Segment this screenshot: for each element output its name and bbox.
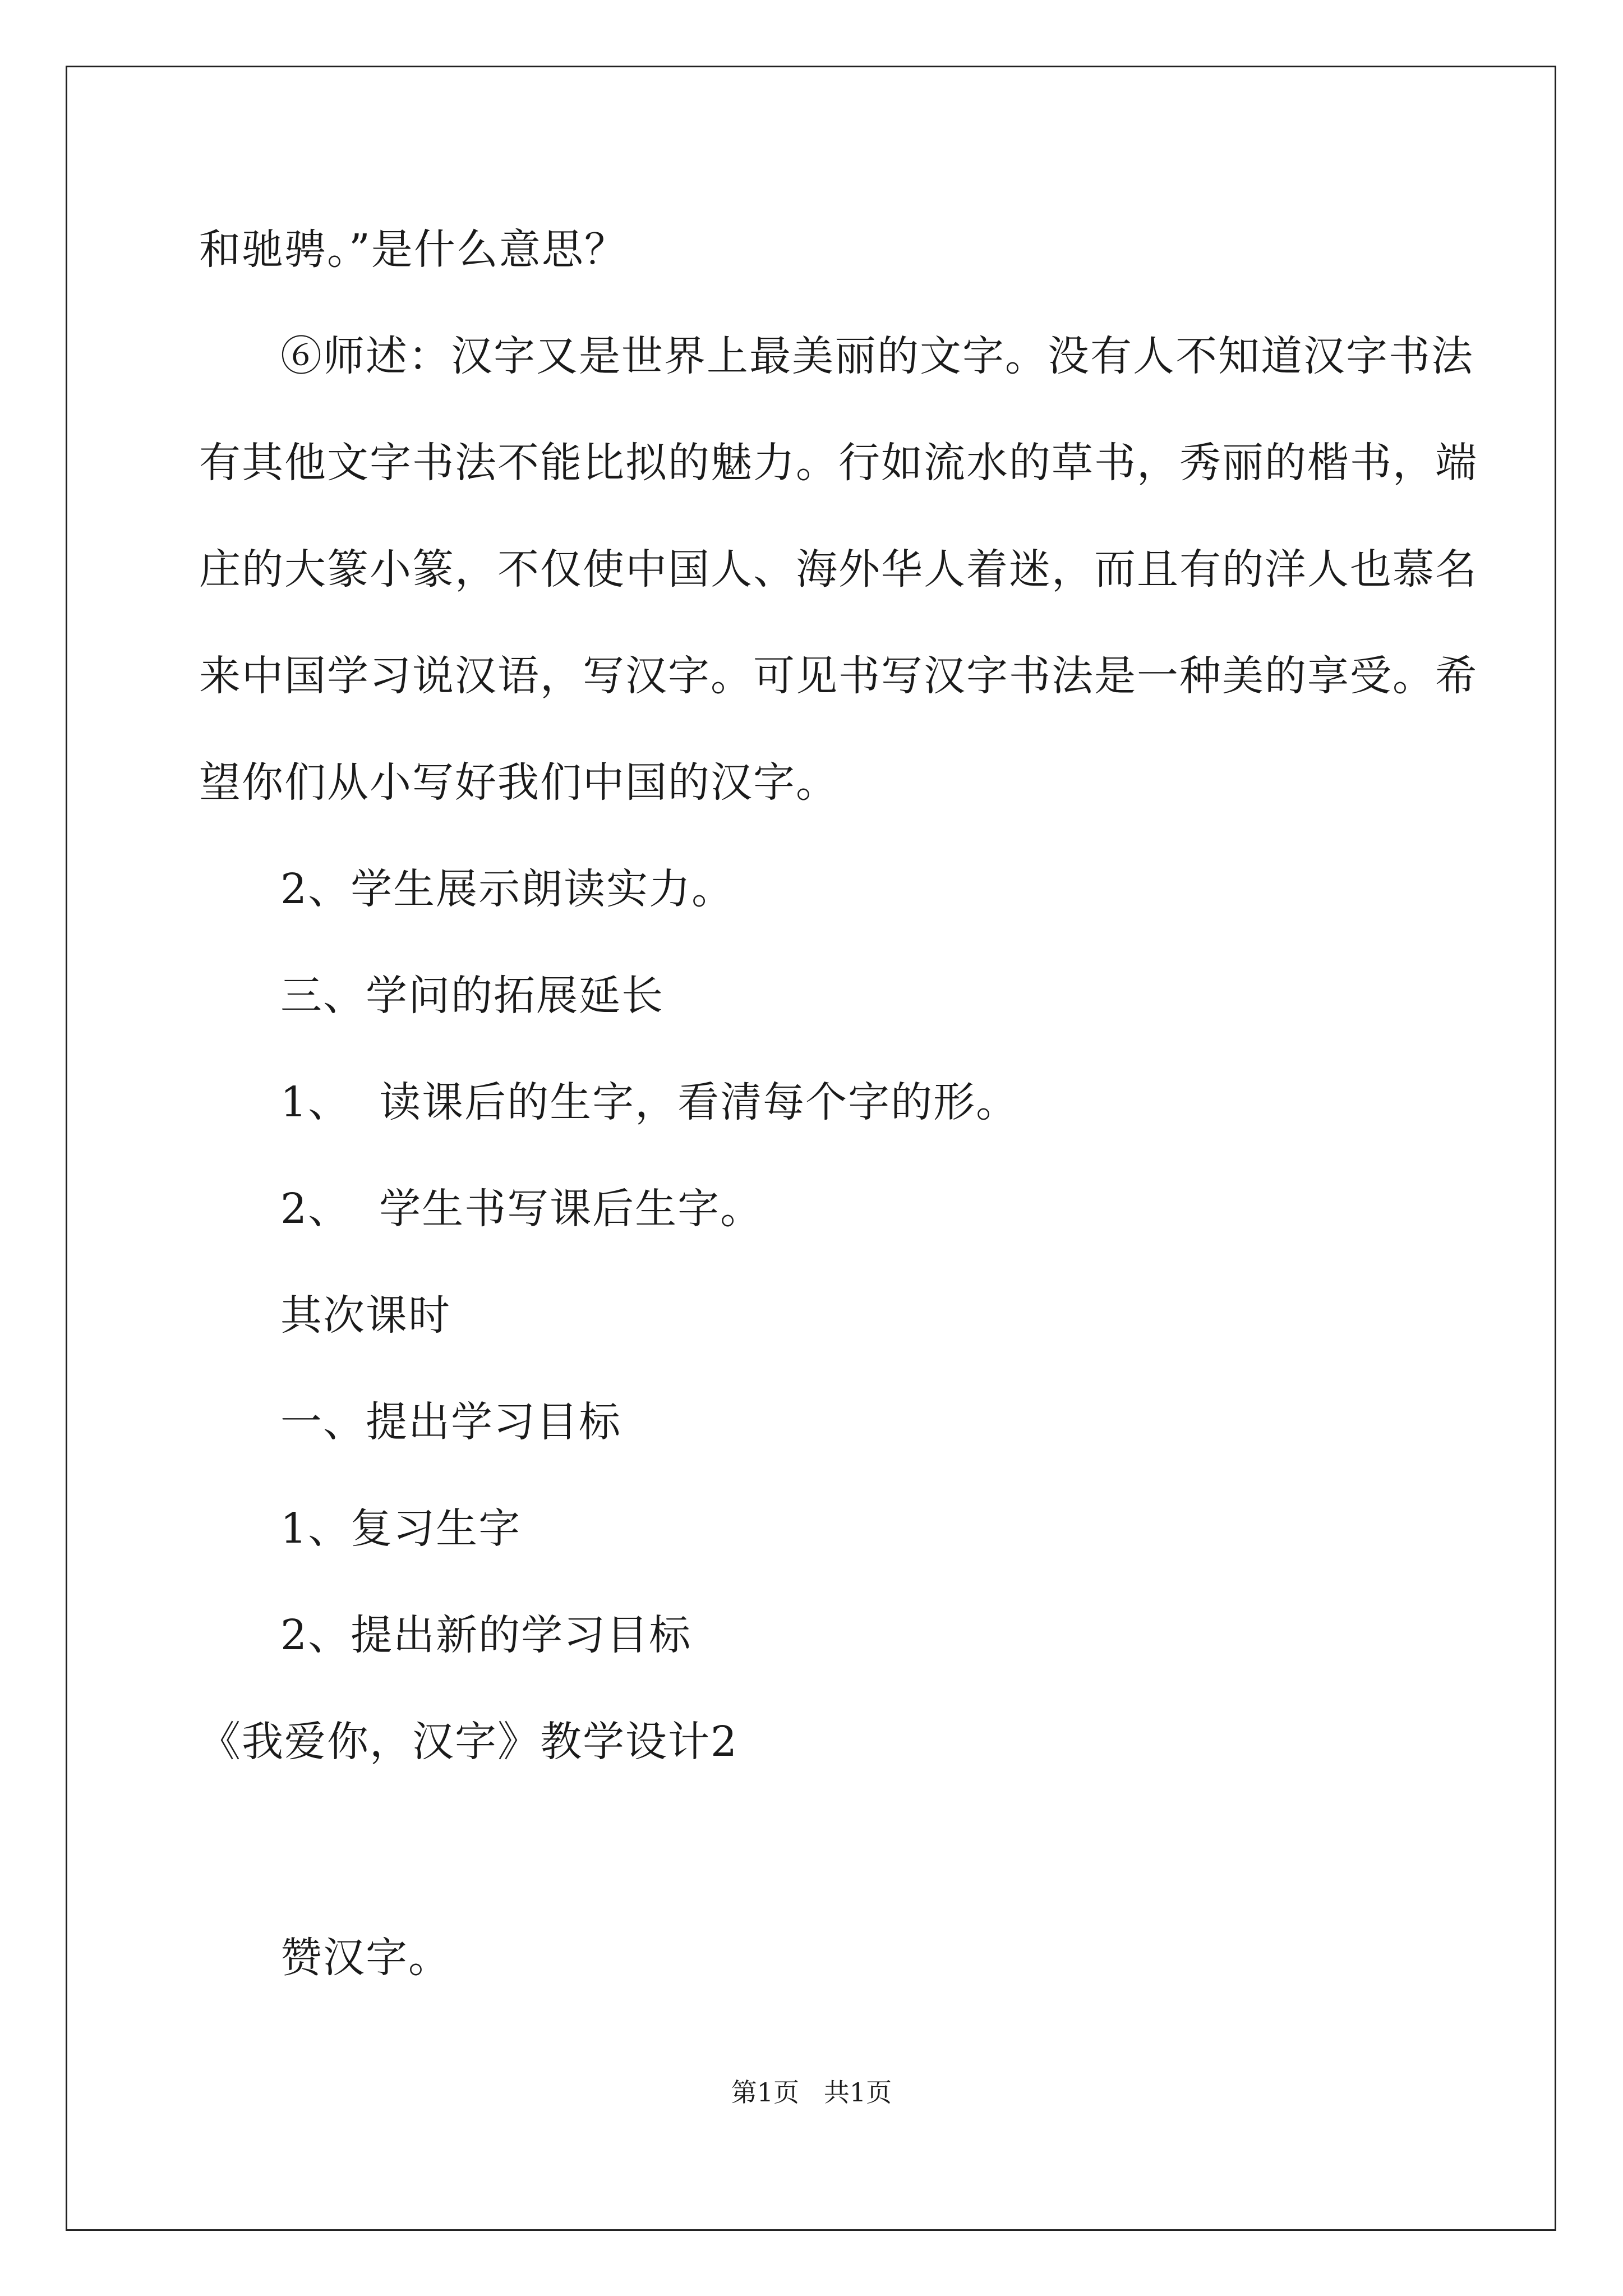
text-line-11: 其次课时	[280, 1291, 451, 1340]
text-line-13: 1、复习生字	[280, 1504, 522, 1553]
text-line-4: 庄的大篆小篆，不仅使中国人、海外华人着迷，而且有的洋人也慕名	[199, 545, 1478, 593]
text-line-6: 望你们从小写好我们中国的汉字。	[199, 758, 838, 807]
page-border	[66, 66, 1556, 2231]
text-line-5: 来中国学习说汉语，写汉字。可见书写汉字书法是一种美的享受。希	[199, 652, 1478, 700]
page-footer: 第1页 共1页	[731, 2077, 892, 2108]
text-line-10: 2、 学生书写课后生字。	[280, 1185, 763, 1233]
text-line-12: 一、提出学习目标	[280, 1398, 621, 1446]
text-line-3: 有其他文字书法不能比拟的魅力。行如流水的草书，秀丽的楷书，端	[199, 439, 1478, 487]
text-line-1: 和驰骋。”是什么意思？	[199, 226, 627, 274]
text-line-2: ⑥师述：汉字又是世界上最美丽的文字。没有人不知道汉字书法	[280, 332, 1474, 380]
text-line-14: 2、提出新的学习目标	[280, 1611, 692, 1659]
text-line-9: 1、 读课后的生字，看清每个字的形。	[280, 1078, 1019, 1126]
section-heading: 《我爱你，汉字》教学设计2	[199, 1718, 739, 1766]
text-line-16: 赞汉字。	[280, 1934, 451, 1982]
text-line-7: 2、学生展示朗读实力。	[280, 865, 735, 913]
text-line-8: 三、学问的拓展延长	[280, 972, 664, 1020]
